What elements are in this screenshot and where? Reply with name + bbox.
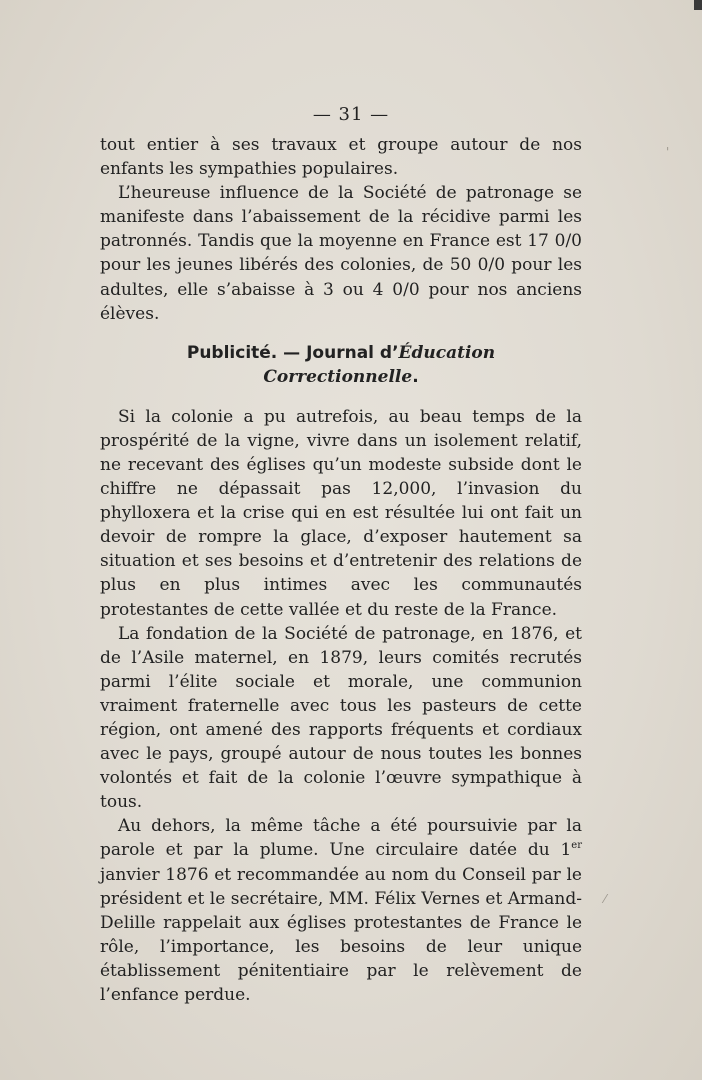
paragraph-4: La fondation de la Société de patronage, en 1876, et de l’Asile maternel, en 1879, leurs comités recrutés parmi l’élite sociale et morale, une communion vraiment fraternelle avec tous les pasteurs de cette région, ont amené des rapports fréquents et cordiaux avec le pays, groupé autour de nous toutes les bonnes volontés et fait de la colonie l’œuvre sympathique à tous. — [100, 623, 582, 813]
ordinal-superscript: er — [571, 840, 582, 852]
pencil-mark: ⁄ — [604, 892, 607, 906]
heading-italic-2: Correctionnelle — [263, 366, 413, 387]
paragraph-5-part-b: janvier 1876 et recommandée au nom du Conseil par le président et le secrétaire, MM. Félix Vernes et Armand-Delille rappelait aux églises protestantes de France le rôle, l’importance, les besoins de leur unique établissement pénitentiaire par le relèvement de l’enfance perdue. — [100, 864, 582, 1005]
page-number: — 31 — — [312, 104, 390, 125]
heading-italic-1: Éducation — [398, 342, 496, 363]
heading-prefix: Publicité. — Journal d’ — [186, 342, 399, 363]
paragraph-5 — [100, 814, 582, 1007]
page-corner-mark — [694, 0, 702, 10]
main-text — [100, 133, 582, 1007]
heading-suffix: . — [412, 366, 419, 387]
section-heading — [100, 341, 582, 389]
paragraph-3: Si la colonie a pu autrefois, au beau temps de la prospérité de la vigne, vivre dans un isolement relatif, ne recevant des églises qu’un modeste subside dont le chiffre ne dépassait pas 12,000, l’invasion du phylloxera et la crise qui en est résultée lui ont fait un devoir de rompre la glace, d’exposer hautement sa situation et ses besoins et d’entretenir des relations de plus en plus intimes avec les communautés protestantes de cette vallée et du reste de la France. — [100, 406, 582, 620]
paragraph-1: tout entier à ses travaux et groupe autour de nos enfants les sympathies populaires. — [100, 135, 582, 180]
paragraph-5-part-a: Au dehors, la même tâche a été poursuivie par la parole et par la plume. Une circulaire datée du 1 — [100, 816, 582, 861]
speck-mark: ' — [666, 145, 670, 159]
paragraph-2: L’heureuse influence de la Société de patronage se manifeste dans l’abaissement de la récidive parmi les patronnés. Tandis que la moyenne en France est 17 0/0 pour les jeunes libérés des colonies, de 50 0/0 pour les adultes, elle s’abaisse à 3 ou 4 0/0 pour nos anciens élèves. — [100, 183, 582, 324]
